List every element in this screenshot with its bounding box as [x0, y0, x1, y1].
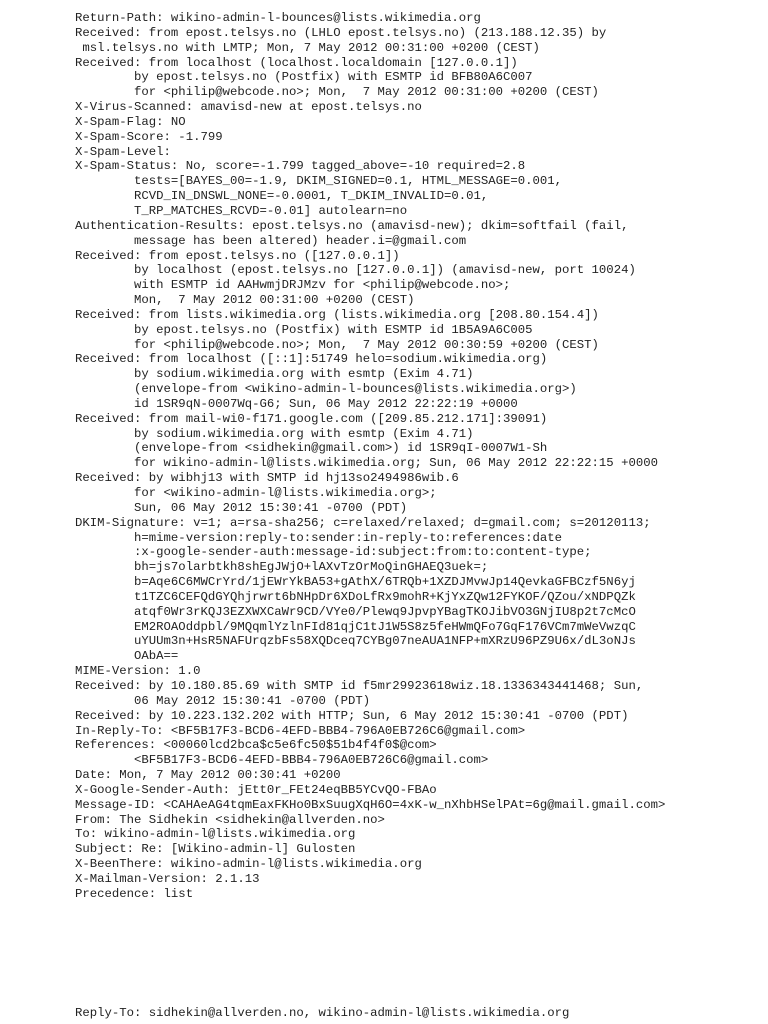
- header-line: Received: by 10.180.85.69 with SMTP id f5mr29923618wiz.18.1336343441468; Sun,: [75, 678, 644, 693]
- header-line: MIME-Version: 1.0: [75, 664, 201, 679]
- header-line: id 1SR9qN-0007Wq-G6; Sun, 06 May 2012 22:22:19 +0000: [75, 396, 518, 411]
- header-line: Received: from lists.wikimedia.org (lists.wikimedia.org [208.80.154.4]): [75, 307, 599, 322]
- header-line: X-Spam-Status: No, score=-1.799 tagged_above=-10 required=2.8: [75, 159, 526, 174]
- header-line: for wikino-admin-l@lists.wikimedia.org; Sun, 06 May 2012 22:22:15 +0000: [75, 456, 658, 471]
- header-line: <BF5B17F3-BCD6-4EFD-BBB4-796A0EB726C6@gmail.com>: [75, 753, 489, 768]
- header-line: Received: by 10.223.132.202 with HTTP; Sun, 6 May 2012 15:30:41 -0700 (PDT): [75, 708, 629, 723]
- header-line: t1TZC6CEFQdGYQhjrwrt6bNHpDr6XDoLfRx9mohR+KjYxZQw12FYKOF/QZou/xNDPQZk: [75, 589, 636, 604]
- header-line: Mon, 7 May 2012 00:31:00 +0200 (CEST): [75, 293, 415, 308]
- header-line: with ESMTP id AAHwmjDRJMzv for <philip@webcode.no>;: [75, 278, 511, 293]
- header-line: Sun, 06 May 2012 15:30:41 -0700 (PDT): [75, 500, 408, 515]
- header-line: From: The Sidhekin <sidhekin@allverden.no>: [75, 812, 385, 827]
- header-line: by sodium.wikimedia.org with esmtp (Exim 4.71): [75, 367, 474, 382]
- header-line: X-BeenThere: wikino-admin-l@lists.wikimedia.org: [75, 857, 422, 872]
- header-line: Subject: Re: [Wikino-admin-l] Gulosten: [75, 842, 356, 857]
- header-line: X-Virus-Scanned: amavisd-new at epost.telsys.no: [75, 100, 422, 115]
- header-line: EM2ROAOddpbl/9MQqmlYzlnFId81qjC1tJ1W5S8z5feHWmQFo7GqF176VCm7mWeVwzqC: [75, 619, 636, 634]
- header-line: h=mime-version:reply-to:sender:in-reply-to:references:date: [75, 530, 563, 545]
- header-line: X-Spam-Flag: NO: [75, 114, 186, 129]
- header-line: Received: from localhost ([::1]:51749 helo=sodium.wikimedia.org): [75, 352, 548, 367]
- header-line: Date: Mon, 7 May 2012 00:30:41 +0200: [75, 768, 341, 783]
- header-line: In-Reply-To: <BF5B17F3-BCD6-4EFD-BBB4-796A0EB726C6@gmail.com>: [75, 723, 526, 738]
- header-line: Return-Path: wikino-admin-l-bounces@lists.wikimedia.org: [75, 11, 481, 25]
- header-line: tests=[BAYES_00=-1.9, DKIM_SIGNED=0.1, HTML_MESSAGE=0.001,: [75, 174, 563, 189]
- header-line: atqf0Wr3rKQJ3EZXWXCaWr9CD/VYe0/Plewq9JpvpYBagTKOJibVO3GNjIU8p2t7cMcO: [75, 604, 636, 619]
- header-line: for <philip@webcode.no>; Mon, 7 May 2012 00:31:00 +0200 (CEST): [75, 85, 599, 100]
- header-line: Received: from mail-wi0-f171.google.com ([209.85.212.171]:39091): [75, 411, 548, 426]
- header-line: uYUUm3n+HsR5NAFUrqzbFs58XQDceq7CYBg07neAUA1NFP+mXRzU96PZ9U6x/dL3oNJs: [75, 634, 636, 649]
- header-line: RCVD_IN_DNSWL_NONE=-0.0001, T_DKIM_INVALID=0.01,: [75, 189, 489, 204]
- header-line: message has been altered) header.i=@gmail.com: [75, 233, 467, 248]
- header-line: OAbA==: [75, 649, 179, 664]
- header-line: for <wikino-admin-l@lists.wikimedia.org>;: [75, 486, 437, 500]
- reply-to-line: Reply-To: sidhekin@allverden.no, wikino-admin-l@lists.wikimedia.org: [75, 1006, 570, 1020]
- header-line: T_RP_MATCHES_RCVD=-0.01] autolearn=no: [75, 203, 408, 218]
- header-line: msl.telsys.no with LMTP; Mon, 7 May 2012 00:31:00 +0200 (CEST): [75, 40, 540, 55]
- header-line: 06 May 2012 15:30:41 -0700 (PDT): [75, 693, 371, 708]
- header-line: Received: from epost.telsys.no ([127.0.0.1]): [75, 248, 400, 263]
- header-line: (envelope-from <sidhekin@gmail.com>) id 1SR9qI-0007W1-Sh: [75, 441, 548, 456]
- header-line: for <philip@webcode.no>; Mon, 7 May 2012 00:30:59 +0200 (CEST): [75, 337, 599, 352]
- header-line: Received: from epost.telsys.no (LHLO epost.telsys.no) (213.188.12.35) by: [75, 25, 607, 40]
- header-line: :x-google-sender-auth:message-id:subject:from:to:content-type;: [75, 545, 592, 560]
- header-line: Authentication-Results: epost.telsys.no (amavisd-new); dkim=softfail (fail,: [75, 218, 629, 233]
- header-line: DKIM-Signature: v=1; a=rsa-sha256; c=relaxed/relaxed; d=gmail.com; s=20120113;: [75, 515, 651, 530]
- header-line: Precedence: list: [75, 886, 194, 901]
- header-line: bh=js7olarbtkh8shEgJWjO+lAXvTzOrMoQinGHAEQ3uek=;: [75, 560, 489, 575]
- header-line: by epost.telsys.no (Postfix) with ESMTP id 1B5A9A6C005: [75, 322, 533, 337]
- header-line: To: wikino-admin-l@lists.wikimedia.org: [75, 827, 356, 842]
- header-line: (envelope-from <wikino-admin-l-bounces@lists.wikimedia.org>): [75, 382, 577, 397]
- email-header-block: [75, 11, 765, 902]
- header-line: Received: by wibhj13 with SMTP id hj13so2494986wib.6: [75, 471, 459, 486]
- header-line: b=Aqe6C6MWCrYrd/1jEWrYkBA53+gAthX/6TRQb+1XZDJMvwJp14QevkaGFBCzf5N6yj: [75, 575, 636, 590]
- header-line: Message-ID: <CAHAeAG4tqmEaxFKHo0BxSuugXqH6O=4xK-w_nXhbHSelPAt=6g@mail.gmail.com>: [75, 797, 666, 812]
- header-line: by epost.telsys.no (Postfix) with ESMTP id BFB80A6C007: [75, 70, 533, 85]
- header-line: by sodium.wikimedia.org with esmtp (Exim 4.71): [75, 426, 474, 441]
- header-line: X-Google-Sender-Auth: jEtt0r_FEt24eqBB5YCvQO-FBAo: [75, 782, 437, 797]
- header-line: X-Spam-Level:: [75, 144, 171, 159]
- header-line: X-Spam-Score: -1.799: [75, 129, 223, 144]
- header-line: Received: from localhost (localhost.localdomain [127.0.0.1]): [75, 55, 518, 70]
- header-line: References: <00060lcd2bca$c5e6fc50$51b4f4f0$@com>: [75, 738, 437, 753]
- header-line: by localhost (epost.telsys.no [127.0.0.1]) (amavisd-new, port 10024): [75, 263, 636, 278]
- header-line: X-Mailman-Version: 2.1.13: [75, 871, 260, 886]
